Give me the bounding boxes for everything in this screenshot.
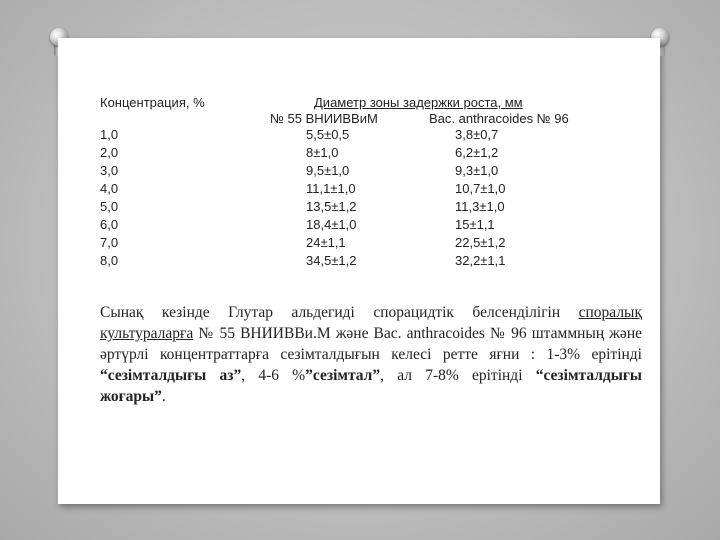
- header-strain-b: Bac. anthracoides № 96: [429, 111, 569, 126]
- paragraph-text: , ал 7-8% ерітінді: [380, 367, 536, 384]
- cell-strain-b: 10,7±1,0: [455, 181, 506, 196]
- cell-strain-b: 6,2±1,2: [455, 145, 499, 160]
- cell-concentration: 8,0: [100, 253, 119, 268]
- table-row: [58, 217, 660, 235]
- header-strain-a: № 55 ВНИИВВиМ: [270, 111, 378, 126]
- paragraph-text: Сынақ кезінде Глутар альдегиді спорацидтік белсенділігін: [100, 304, 579, 321]
- cell-strain-a: 34,5±1,2: [306, 253, 357, 268]
- cell-strain-a: 8±1,0: [306, 145, 339, 160]
- slide-sheet: [58, 38, 660, 504]
- table-row: [58, 181, 660, 199]
- table-row: [58, 235, 660, 253]
- paragraph-bold-text: ”сезімтал”: [305, 367, 381, 384]
- cell-concentration: 2,0: [100, 145, 119, 160]
- cell-strain-a: 9,5±1,0: [306, 163, 350, 178]
- header-concentration: Концентрация, %: [100, 95, 205, 110]
- table-row: [58, 199, 660, 217]
- cell-strain-a: 24±1,1: [306, 235, 346, 250]
- cell-concentration: 3,0: [100, 163, 119, 178]
- paragraph-bold-text: “сезімталдығы аз”: [100, 367, 242, 384]
- results-table: [58, 38, 660, 504]
- cell-concentration: 7,0: [100, 235, 119, 250]
- cell-strain-b: 3,8±0,7: [455, 127, 499, 142]
- cell-concentration: 6,0: [100, 217, 119, 232]
- cell-strain-b: 32,2±1,1: [455, 253, 506, 268]
- cell-concentration: 1,0: [100, 127, 119, 142]
- cell-strain-b: 22,5±1,2: [455, 235, 506, 250]
- table-row: [58, 127, 660, 145]
- header-diameter: Диаметр зоны задержки роста, мм: [314, 95, 523, 110]
- cell-strain-a: 5,5±0,5: [306, 127, 350, 142]
- paragraph-text: , 4-6 %: [241, 367, 306, 384]
- cell-strain-b: 9,3±1,0: [455, 163, 499, 178]
- paragraph-underlined-text: споралық культураларға: [100, 304, 642, 342]
- paragraph-text: № 55 ВНИИВВи.М және Bac. anthracoides № 96 штаммның және әртүрлі концентраттарға сезімталдығын келесі ретте яғни : 1-3% ерітінді: [100, 325, 642, 363]
- cell-strain-b: 11,3±1,0: [455, 199, 505, 214]
- table-row: [58, 253, 660, 271]
- conclusion-paragraph: [100, 302, 642, 407]
- cell-strain-a: 13,5±1,2: [306, 199, 357, 214]
- cell-strain-b: 15±1,1: [455, 217, 495, 232]
- cell-concentration: 4,0: [100, 181, 119, 196]
- cell-strain-a: 11,1±1,0: [306, 181, 356, 196]
- cell-concentration: 5,0: [100, 199, 119, 214]
- paragraph-bold-text: “сезімталдығы жоғары”: [100, 367, 642, 405]
- cell-strain-a: 18,4±1,0: [306, 217, 357, 232]
- table-row: [58, 163, 660, 181]
- table-row: [58, 145, 660, 163]
- paragraph-text: .: [161, 388, 166, 405]
